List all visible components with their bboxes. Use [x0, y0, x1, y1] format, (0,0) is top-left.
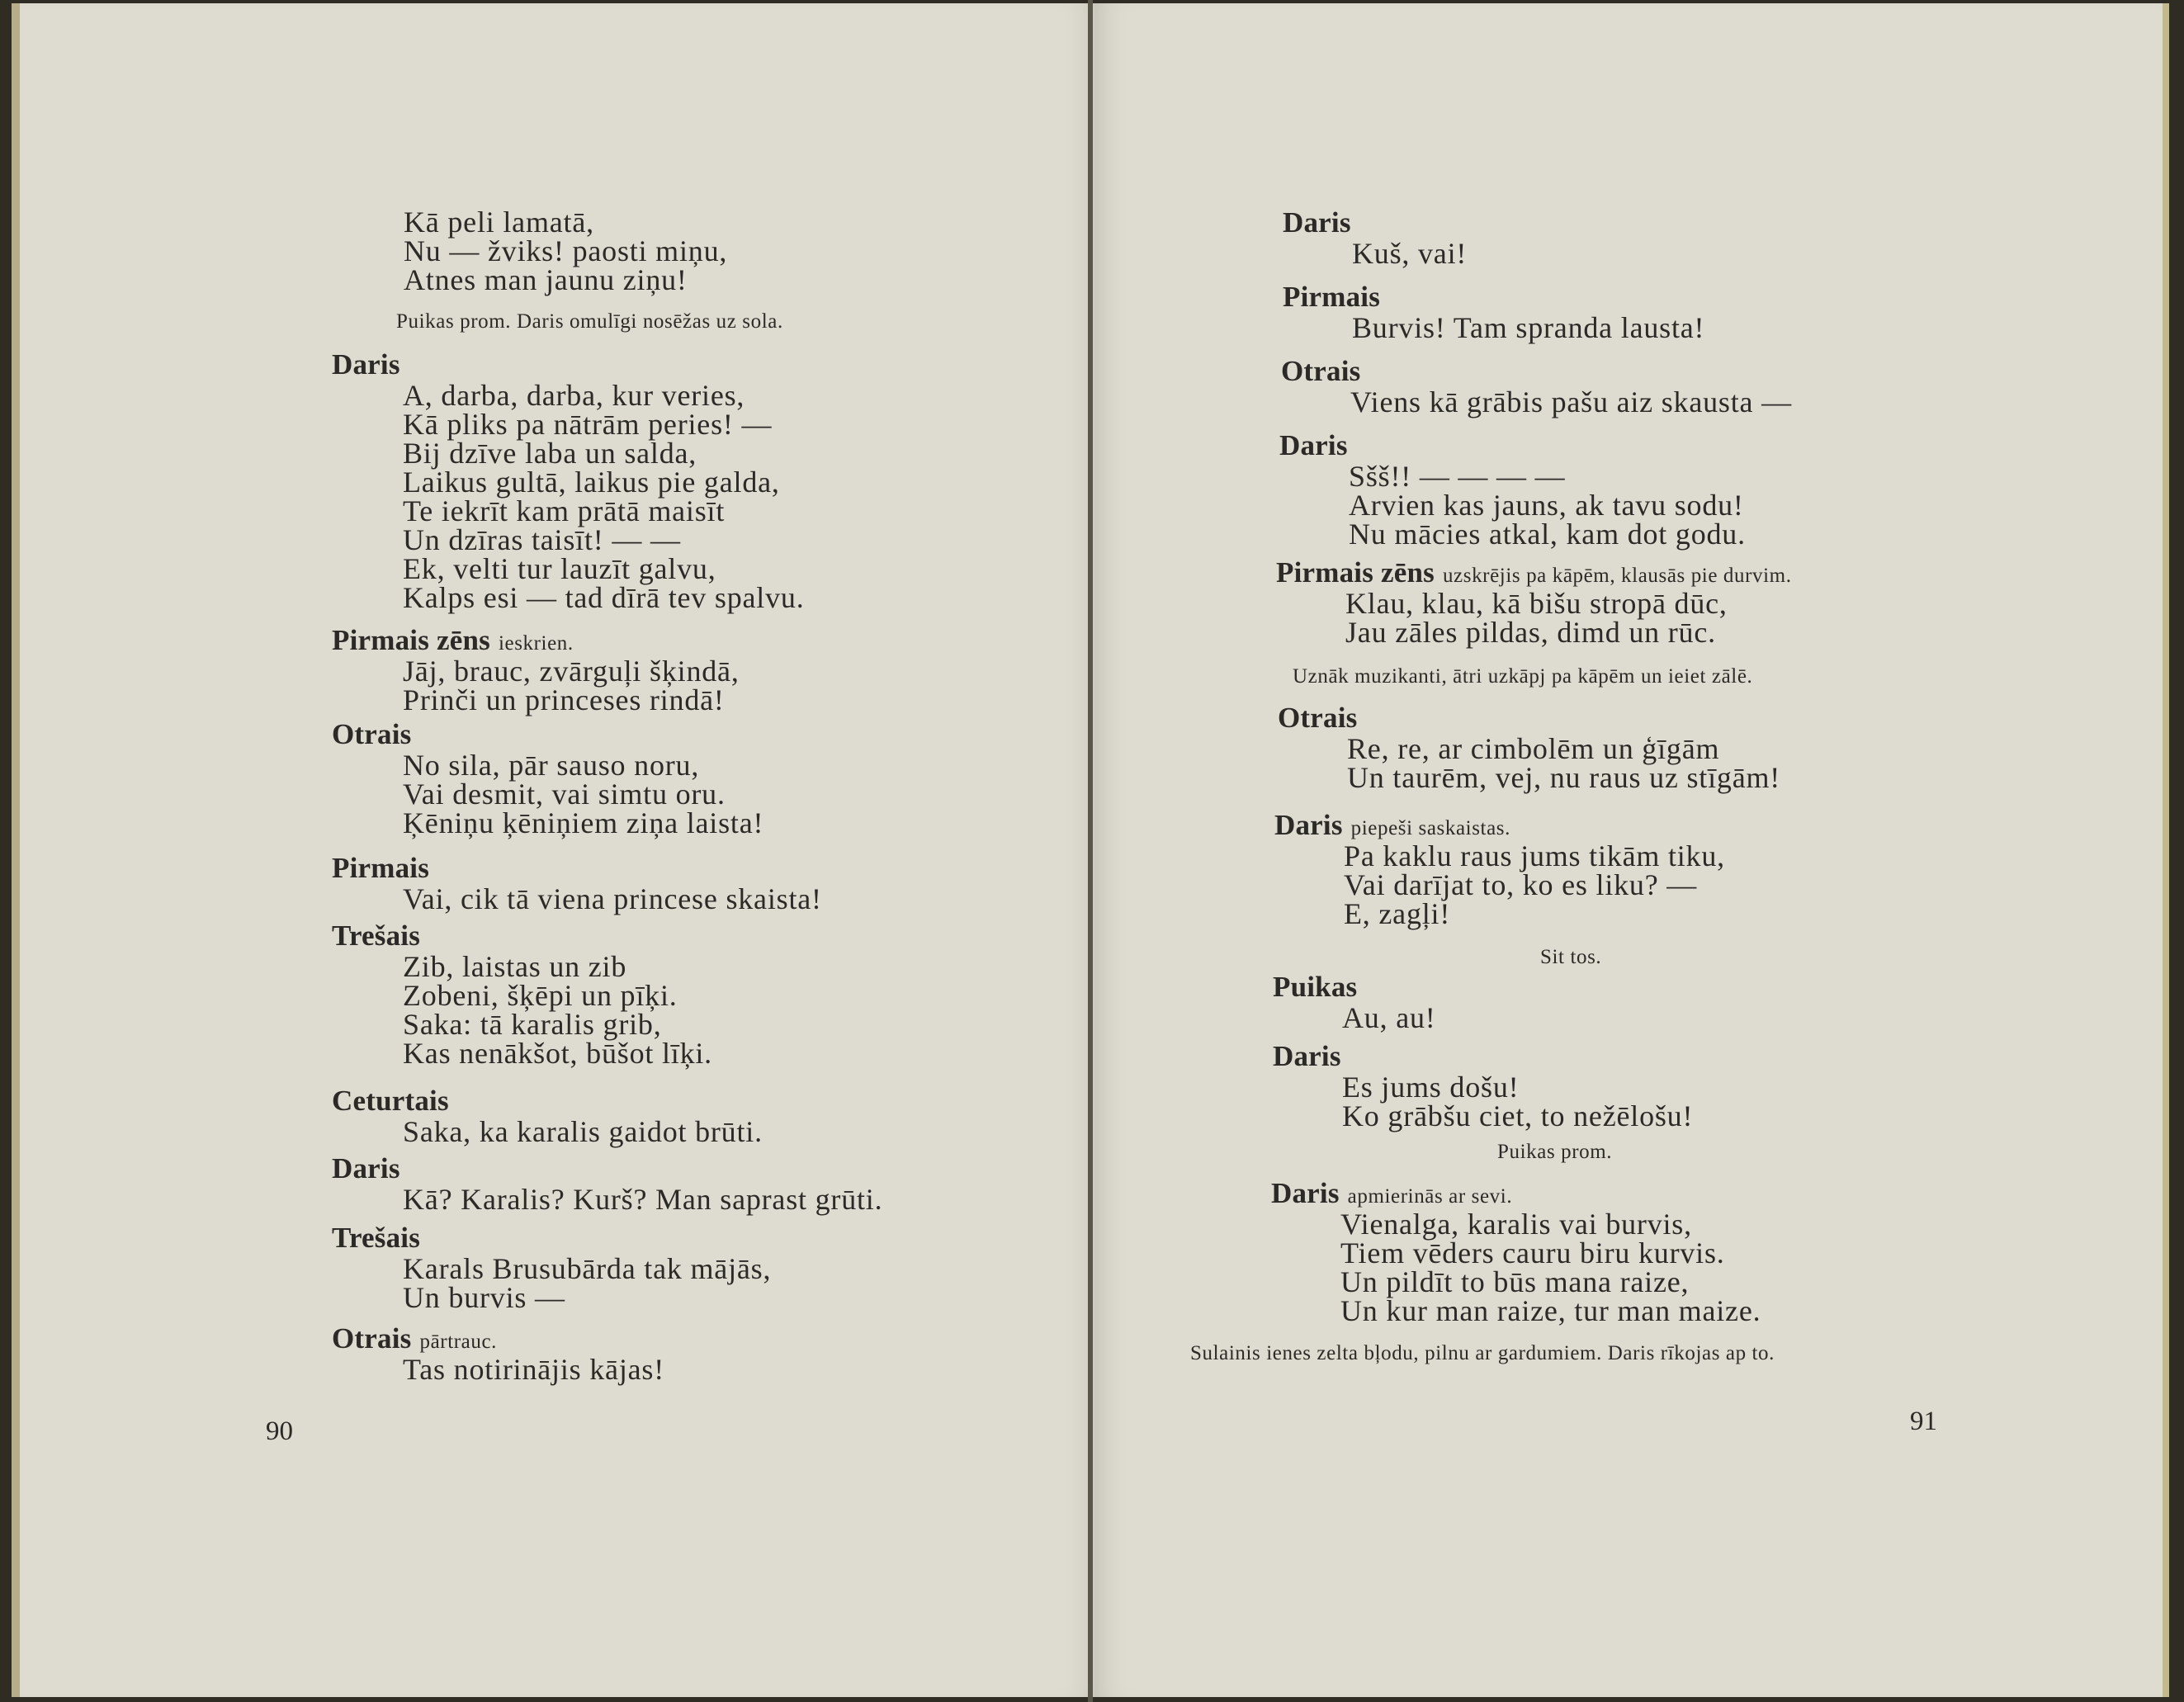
stage-direction-inline: ieskrien.: [498, 632, 574, 655]
speaker-name: [1276, 556, 1792, 589]
verse-line: Pa kaklu raus jums tikām tiku,: [1344, 839, 1725, 872]
stage-direction: Sit tos.: [1540, 946, 1602, 968]
verse-line: Arvien kas jauns, ak tavu sodu!: [1349, 489, 1744, 522]
verse-line: Sšš!! — — — —: [1349, 460, 1566, 493]
verse-line: Atnes man jaunu ziņu!: [404, 263, 688, 296]
speaker-name: [1273, 971, 1436, 1004]
speaker-name: [1278, 702, 1780, 735]
speech-block: [332, 624, 740, 715]
verse-line: Nu — žviks! paosti miņu,: [404, 234, 728, 267]
verse-line: Jāj, brauc, zvārguļi šķindā,: [403, 655, 740, 688]
speaker-label: Pirmais: [332, 852, 430, 884]
verse-line: Saka, ka karalis gaidot brūti.: [403, 1115, 763, 1148]
verse-line: Vai darījat to, ko es liku? —: [1344, 868, 1698, 901]
verse-line: Kā? Karalis? Kurš? Man saprast grūti.: [403, 1183, 883, 1216]
verse-line: Tas notirinājis kājas!: [403, 1353, 665, 1386]
speaker-name: [1274, 809, 1725, 842]
verse-line: Kā peli lamatā,: [404, 206, 594, 239]
speech-block: [332, 1322, 664, 1384]
verse-line: Burvis! Tam spranda lausta!: [1352, 311, 1705, 344]
speaker-name: [332, 1322, 664, 1355]
speaker-name: [1273, 1040, 1693, 1073]
speaker-name: [332, 920, 712, 953]
speaker-label: Puikas: [1273, 971, 1358, 1003]
verse-line: Zib, laistas un zib: [403, 950, 627, 983]
verse-line: Zobeni, šķēpi un pīķi.: [403, 979, 678, 1012]
verse-line: Kā pliks pa nātrām peries! —: [403, 408, 773, 441]
right-page: [1094, 3, 2169, 1697]
verse-line: Vienalga, karalis vai burvis,: [1340, 1208, 1692, 1241]
speaker-label: Pirmais: [1283, 281, 1381, 313]
verse-line: Nu mācies atkal, kam dot godu.: [1349, 518, 1746, 551]
speaker-label: Otrais: [1278, 702, 1358, 734]
verse-line: Vai, cik tā viena princese skaista!: [403, 882, 822, 915]
speaker-name: [1271, 1177, 1761, 1210]
speech-block: [1281, 355, 1792, 417]
speaker-name: [1283, 281, 1704, 314]
verse-line: Kas nenākšot, būšot līķi.: [403, 1037, 712, 1070]
stage-direction-inline: uzskrējis pa kāpēm, klausās pie durvim.: [1442, 565, 1792, 587]
speech-block: [332, 1222, 771, 1312]
verse-line: Vai desmit, vai simtu oru.: [403, 778, 726, 811]
speech-block: [332, 348, 805, 612]
speaker-name: [332, 624, 740, 657]
speech-block: [1276, 556, 1792, 647]
stage-direction: Puikas prom. Daris omulīgi nosēžas uz sola.: [396, 310, 783, 333]
speech-block: [332, 1085, 763, 1146]
stage-direction: Uznāk muzikanti, ātri uzkāpj pa kāpēm un ieiet zālē.: [1293, 665, 1753, 688]
speech-block: [1278, 702, 1780, 792]
verse-line: Klau, klau, kā bišu stropā dūc,: [1345, 587, 1728, 620]
speaker-label: Daris: [332, 348, 400, 381]
speaker-label: Daris: [1283, 206, 1351, 239]
speaker-name: [332, 1085, 763, 1118]
verse-line: Karals Brusubārda tak mājās,: [403, 1252, 772, 1285]
verse-line: Ek, velti tur lauzīt galvu,: [403, 552, 716, 585]
verse-line: Laikus gultā, laikus pie galda,: [403, 466, 780, 499]
speech-block: [1273, 1040, 1693, 1131]
page-number-right: 91: [1910, 1407, 1937, 1436]
page-number-left: 90: [266, 1416, 293, 1446]
verse-line: Re, re, ar cimbolēm un ģīgām: [1347, 732, 1720, 765]
stage-direction-inline: pārtrauc.: [419, 1331, 498, 1353]
speech-block: [332, 718, 763, 838]
speech-block: [1273, 971, 1436, 1033]
verse-line: Un burvis —: [403, 1281, 565, 1314]
speaker-label: Trešais: [332, 1222, 421, 1254]
stage-direction: Sulainis ienes zelta bļodu, pilnu ar gardumiem. Daris rīkojas ap to.: [1190, 1342, 1775, 1364]
stage-direction-inline: apmierinās ar sevi.: [1347, 1185, 1513, 1208]
speaker-name: [332, 852, 822, 885]
speech-block: [1274, 809, 1725, 929]
verse-line: Jau zāles pildas, dimd un rūc.: [1345, 616, 1716, 649]
book-gutter: [1088, 0, 1093, 1702]
verse-line: Saka: tā karalis grib,: [403, 1008, 662, 1041]
speaker-label: Otrais: [1281, 355, 1361, 387]
speaker-label: Daris: [1271, 1177, 1340, 1209]
speaker-name: [332, 718, 763, 751]
speaker-name: [332, 1152, 882, 1185]
verse-line: Un taurēm, vej, nu raus uz stīgām!: [1347, 761, 1781, 794]
speech-block: [1271, 1177, 1761, 1326]
verse-line: Tiem vēders cauru biru kurvis.: [1340, 1236, 1725, 1269]
speaker-label: Pirmais zēns: [332, 624, 490, 656]
verse-line: Kuš, vai!: [1352, 237, 1468, 270]
speaker-label: Trešais: [332, 920, 421, 952]
stage-direction: Puikas prom.: [1497, 1141, 1613, 1163]
speaker-name: [332, 348, 805, 381]
speaker-label: Daris: [1273, 1040, 1341, 1072]
speaker-label: Daris: [1279, 429, 1348, 461]
speaker-label: Daris: [332, 1152, 400, 1184]
speaker-label: Otrais: [332, 718, 412, 750]
verse-line: Un pildīt to būs mana raize,: [1340, 1265, 1690, 1298]
verse-line: E, zagļi!: [1344, 897, 1451, 930]
verse-line: Prinči un princeses rindā!: [403, 683, 725, 716]
left-page: [12, 3, 1098, 1697]
verse-line: Ko grābšu ciet, to nežēlošu!: [1342, 1099, 1694, 1132]
verse-line: Bij dzīve laba un salda,: [403, 437, 697, 470]
verse-line: Kalps esi — tad dīrā tev spalvu.: [403, 581, 805, 614]
speech-block: [332, 920, 712, 1068]
speaker-name: [1279, 429, 1746, 462]
speaker-label: Daris: [1274, 809, 1343, 841]
verse-line: Te iekrīt kam prātā maisīt: [403, 494, 726, 527]
stage-direction-inline: piepeši saskaistas.: [1350, 817, 1510, 839]
speech-block: [1279, 429, 1746, 549]
verse-line: No sila, pār sauso noru,: [403, 749, 700, 782]
verse-line: Un kur man raize, tur man maize.: [1340, 1294, 1761, 1327]
speech-block: [332, 1152, 882, 1214]
speaker-label: Pirmais zēns: [1276, 556, 1435, 589]
speaker-name: [332, 1222, 771, 1255]
speaker-name: [1283, 206, 1467, 239]
speech-block: [1283, 281, 1704, 343]
speech-block: [1283, 206, 1467, 268]
verse-line: Viens kā grābis pašu aiz skausta —: [1350, 385, 1792, 418]
verse-line: A, darba, darba, kur veries,: [403, 379, 745, 412]
speaker-name: [1281, 355, 1792, 388]
speech-block: [332, 852, 822, 914]
verse-block: [404, 208, 727, 295]
verse-line: Un dzīras taisīt! — —: [403, 523, 681, 556]
verse-line: Ķēniņu ķēniņiem ziņa laista!: [403, 806, 764, 839]
verse-line: Es jums došu!: [1342, 1071, 1520, 1104]
speaker-label: Ceturtais: [332, 1085, 449, 1117]
verse-line: Au, au!: [1342, 1001, 1436, 1034]
speaker-label: Otrais: [332, 1322, 412, 1355]
